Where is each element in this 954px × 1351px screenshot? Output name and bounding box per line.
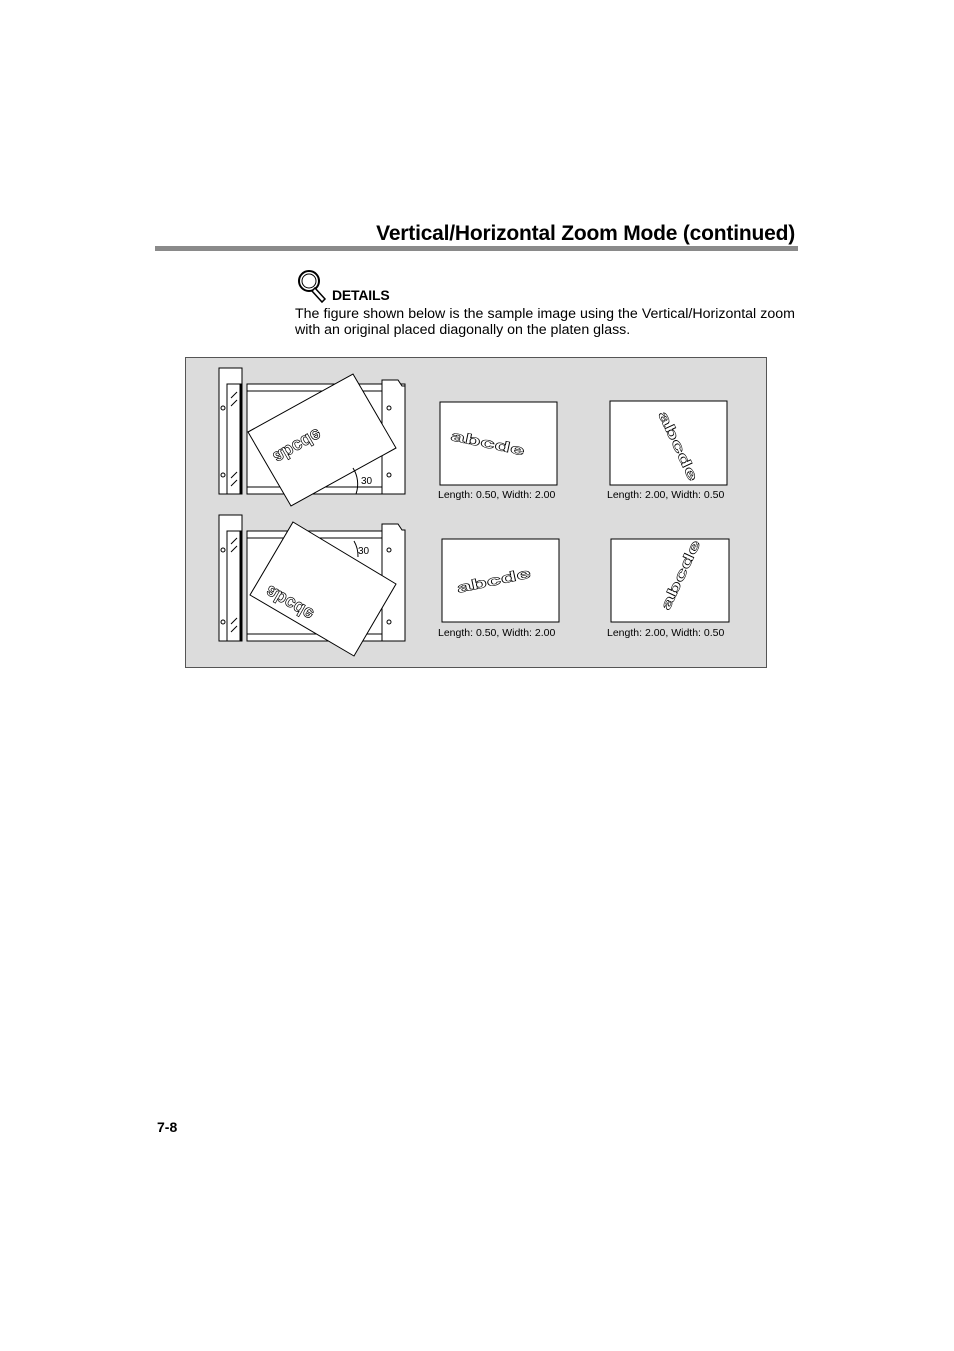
result-text-top-1: abcde (449, 428, 527, 459)
result-text-bottom-2: abcde (657, 537, 704, 613)
magnifier-icon (295, 268, 329, 304)
details-label: DETAILS (332, 287, 390, 303)
result-caption-bottom-1: Length: 0.50, Width: 2.00 (438, 627, 556, 639)
details-text: The figure shown below is the sample image using the Vertical/Horizontal zoom with an original placed diagonally on the platen glass. (295, 306, 795, 338)
original-text-bottom: abcde (262, 581, 318, 625)
angle-label-top: 30 (361, 476, 373, 487)
result-caption-top-2: Length: 2.00, Width: 0.50 (607, 489, 725, 501)
zoom-sample-illustration (186, 358, 768, 669)
page-number: 7-8 (157, 1119, 178, 1135)
result-caption-top-1: Length: 0.50, Width: 2.00 (438, 489, 556, 501)
figure-box (185, 357, 767, 668)
result-text-bottom-1: abcde (455, 565, 533, 597)
result-caption-bottom-2: Length: 2.00, Width: 0.50 (607, 627, 725, 639)
title-rule (155, 246, 798, 251)
angle-label-bottom: 30 (358, 546, 370, 557)
result-text-top-2: abcde (654, 408, 701, 484)
page-title: Vertical/Horizontal Zoom Mode (continued) (376, 222, 795, 245)
original-text-top: abcde (270, 424, 326, 468)
scanner-bottom (219, 515, 405, 656)
